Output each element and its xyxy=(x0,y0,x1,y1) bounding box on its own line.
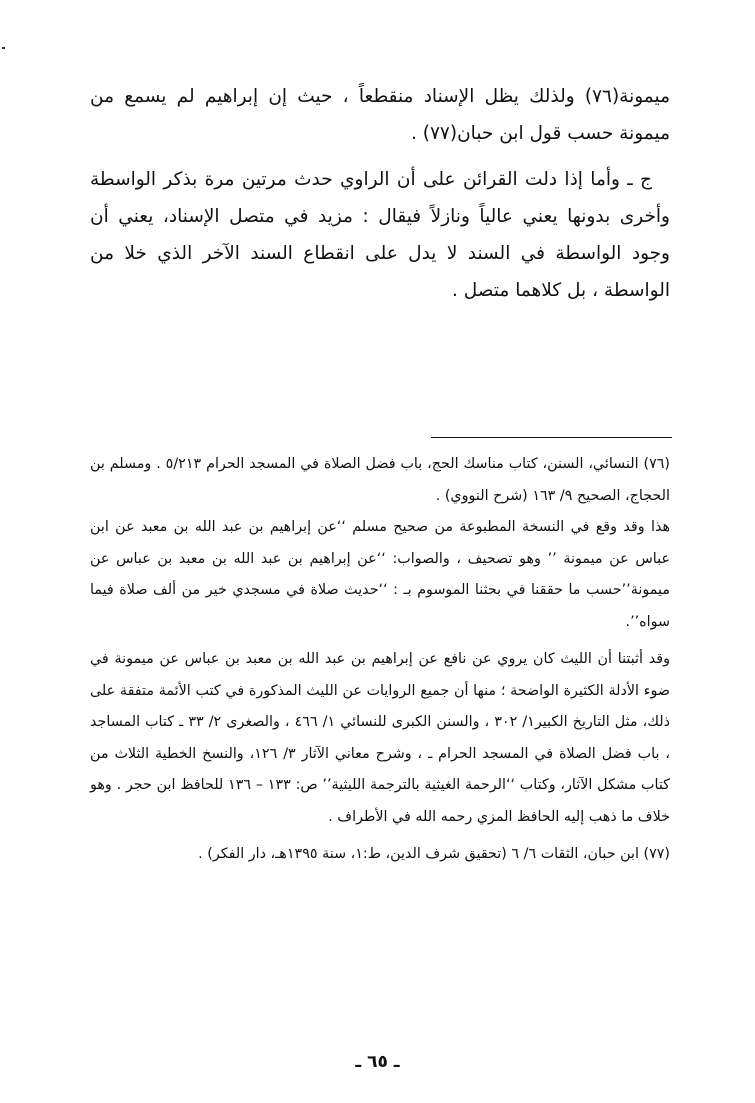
footnote-76-continued: وقد أثبتنا أن الليث كان يروي عن نافع عن إبراهيم بن عبد الله بن معبد بن عباس عن ميمونة في ضوء الأدلة الكثيرة الواضحة ؛ منها أن جميع الروايات عن الليث المذكورة في كتب الأئمة متفقة على ذلك، مثل التاريخ الكبير١/ ٣٠٢ ، والسنن الكبرى للنسائي ١/ ٤٦٦ ، والصغرى ٢/ ٣٣ ـ كتاب المساجد ، باب فضل الصلاة في المسجد الحرام ـ ، وشرح معاني الآثار ٣/ ١٢٦، والنسخ الخطية الثلاث من كتاب مشكل الآثار، وكتاب ‘‘الرحمة الغيثية بالترجمة الليثية’’ ص: ١٣٣ – ١٣٦ للحافظ ابن حجر . وهو خلاف ما ذهب إليه الحافظ المزي رحمه الله في الأطراف . xyxy=(90,651,671,825)
footnotes xyxy=(90,449,670,871)
main-text xyxy=(90,78,670,309)
footnote-77: (٧٧) ابن حبان، الثقات ٦/ ٦ (تحقيق شرف الدين، ط:١، سنة ١٣٩٥هـ، دار الفكر) . xyxy=(198,846,670,862)
page-number: ـ ٦٥ ـ xyxy=(355,1052,400,1072)
footnote-divider xyxy=(431,437,672,438)
main-paragraph: ميمونة(٧٦) ولذلك يظل الإسناد منقطعاً ، حيث إن إبراهيم لم يسمع من ميمونة حسب قول ابن حبان(٧٧) . xyxy=(90,86,670,144)
footnote-76-continued: هذا وقد وقع في النسخة المطبوعة من صحيح مسلم ‘‘عن إبراهيم بن عبد الله بن معبد عن ابن عباس عن ميمونة ’’ وهو تصحيف ، والصواب: ‘‘عن إبراهيم بن عبد الله بن معبد بن عباس عن ميمونة’’حسب ما حققنا في بحثنا الموسوم بـ : ‘‘حديث صلاة في مسجدي خير من ألف صلاة فيما سواه’’. xyxy=(90,519,670,630)
main-paragraph: ج ـ وأما إذا دلت القرائن على أن الراوي حدث مرتين مرة بذكر الواسطة وأخرى بدونها يعني عالياً ونازلاً فيقال : مزيد في متصل الإسناد، يعني أن وجود الواسطة في السند لا يدل على انقطاع السند الآخر الذي خلا من الواسطة ، بل كلاهما متصل . xyxy=(90,169,670,301)
margin-mark xyxy=(2,47,5,49)
footnote-76: (٧٦) النسائي، السنن، كتاب مناسك الحج، باب فضل الصلاة في المسجد الحرام ٥/٢١٣ . ومسلم بن الحجاج، الصحيح ٩/ ١٦٣ (شرح النووي) . xyxy=(90,456,670,504)
